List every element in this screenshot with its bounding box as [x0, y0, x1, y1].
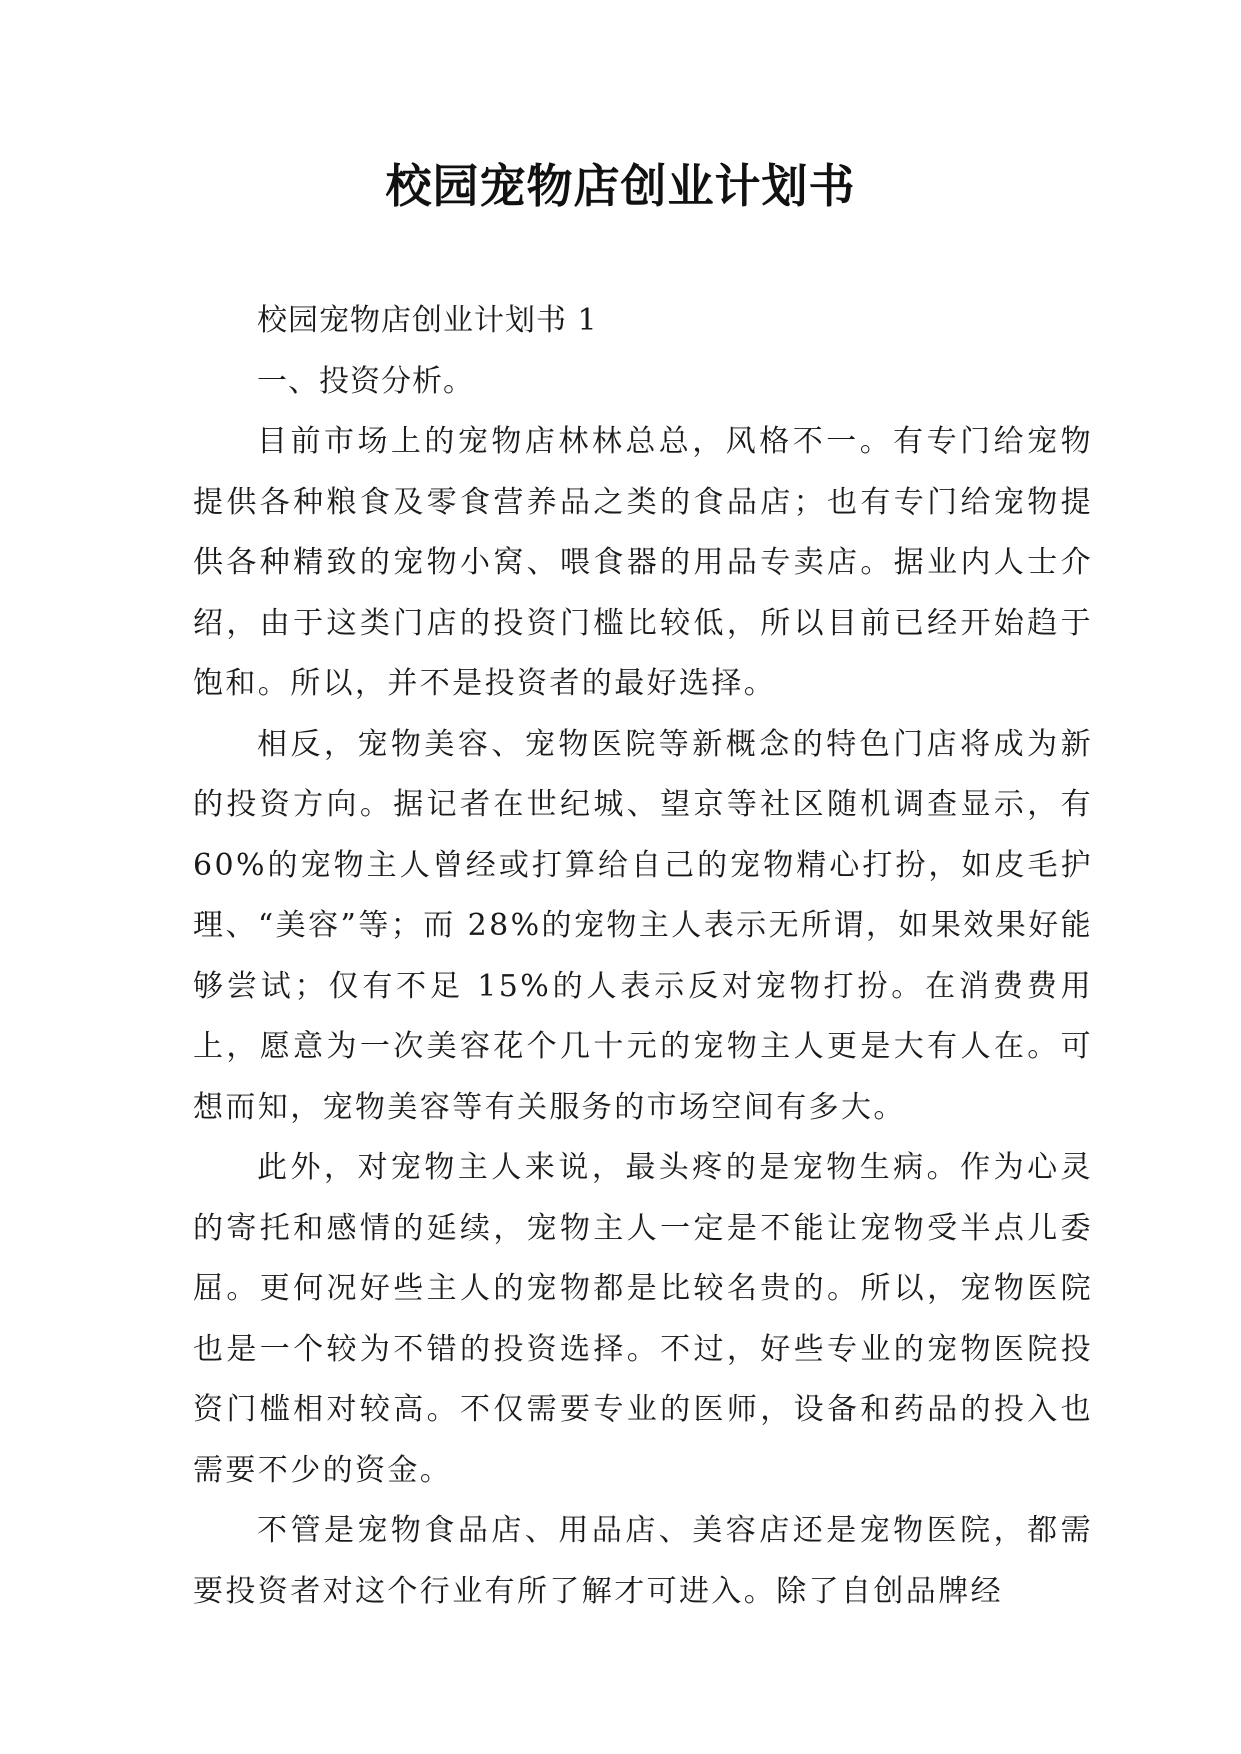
document-title: 校园宠物店创业计划书 [385, 159, 856, 213]
subtitle-paragraph: 校园宠物店创业计划书 1 [257, 303, 598, 338]
body-paragraph: 相反，宠物美容、宠物医院等新概念的特色门店将成为新的投资方向。据记者在世纪城、望京等社区随机调查显示，有 60%的宠物主人曾经或打算给自己的宠物精心打扮，如皮毛护理、“美容”等；而 28%的宠物主人表示无所谓，如果效果好能够尝试；仅有不足 15%的人表示反对宠物打扮。在消费费用上，愿意为一次美容花个几十元的宠物主人更是大有人在。可想而知，宠物美容等有关服务的市场空间有多大。 [193, 726, 1093, 1125]
body-paragraph: 此外，对宠物主人来说，最头疼的是宠物生病。作为心灵的寄托和感情的延续，宠物主人一定是不能让宠物受半点儿委屈。更何况好些主人的宠物都是比较名贵的。所以，宠物医院也是一个较为不错的投资选择。不过，好些专业的宠物医院投资门槛相对较高。不仅需要专业的医师，设备和药品的投入也需要不少的资金。 [193, 1150, 1093, 1488]
body-paragraph: 目前市场上的宠物店林林总总，风格不一。有专门给宠物提供各种粮食及零食营养品之类的食品店；也有专门给宠物提供各种精致的宠物小窝、喂食器的用品专卖店。据业内人士介绍，由于这类门店的投资门槛比较低，所以目前已经开始趋于饱和。所以，并不是投资者的最好选择。 [193, 424, 1093, 701]
body-paragraph: 不管是宠物食品店、用品店、美容店还是宠物医院，都需要投资者对这个行业有所了解才可进入。除了自创品牌经 [193, 1513, 1093, 1609]
section-heading: 一、投资分析。 [257, 363, 474, 399]
document-body [193, 291, 1093, 1622]
